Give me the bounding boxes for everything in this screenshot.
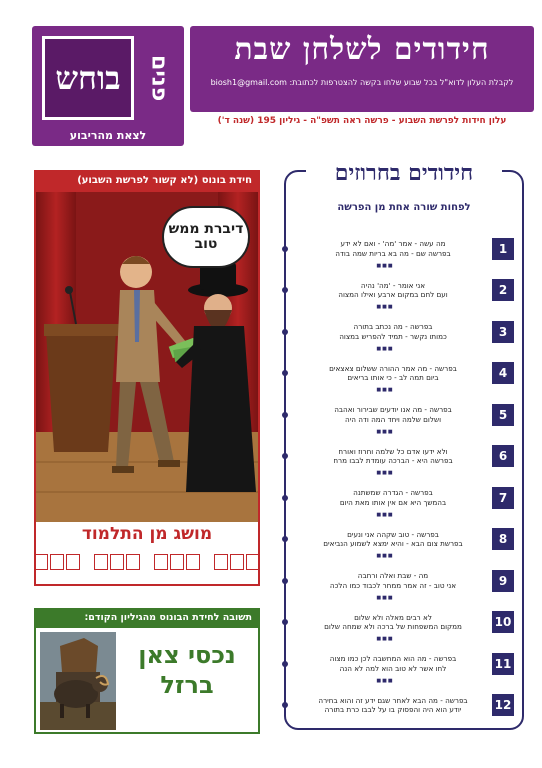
separator-dots: ■■■ <box>376 553 394 559</box>
riddle-number: 1 <box>492 238 514 260</box>
riddle-line-2: ושלום שלמה ויחד המה ודה היה <box>344 414 442 424</box>
riddle-number: 6 <box>492 445 514 467</box>
blank-word <box>94 554 140 570</box>
bullet-icon <box>282 412 288 418</box>
riddle-item <box>286 602 522 644</box>
riddle-item <box>286 394 522 436</box>
masthead-banner <box>190 26 534 112</box>
riddle-number: 2 <box>492 279 514 301</box>
riddle-number: 3 <box>492 321 514 343</box>
riddle-item <box>286 477 522 519</box>
riddle-number: 11 <box>492 653 514 675</box>
riddle-line-2: בפרשה שם - מה בא בריות שמה בודה <box>335 248 451 258</box>
riddle-list <box>286 228 522 726</box>
concept-label: מושג מן התלמוד <box>81 524 213 544</box>
riddle-text <box>286 239 492 258</box>
riddle-line-1: לא רבים מאלה ולא שלום <box>354 612 432 622</box>
blank-word <box>214 554 260 570</box>
riddle-line-2: ביום תמה לב - כי אותו בריאים <box>347 373 439 383</box>
podium <box>46 332 116 452</box>
previous-answer-panel <box>34 608 260 734</box>
riddles-title: חידודים בחרוזים <box>306 160 502 186</box>
blank-letter-box[interactable] <box>126 554 140 570</box>
blank-letter-box[interactable] <box>246 554 260 570</box>
riddle-line-1: בפרשה - הגדרה שמשתנה <box>353 488 433 498</box>
separator-dots: ■■■ <box>376 636 394 642</box>
riddle-line-1: אני אומר - 'מה' נהיה <box>360 280 426 290</box>
logo <box>32 26 184 146</box>
bullet-icon <box>282 661 288 667</box>
logo-caption: לצאת מהריבוע <box>69 129 147 142</box>
riddle-line-1: ולא ידעו אדם כל שלמה וחרוז ואורח <box>338 446 448 456</box>
riddle-item <box>286 228 522 270</box>
bonus-riddle-panel <box>34 170 260 586</box>
riddle-text <box>286 405 492 424</box>
blank-letter-box[interactable] <box>110 554 124 570</box>
microphone-icon <box>65 286 73 294</box>
riddle-item <box>286 311 522 353</box>
separator-dots: ■■■ <box>376 511 394 518</box>
riddle-item <box>286 685 522 727</box>
riddle-line-1: בפרשה - מה נכתב בתורה <box>353 322 433 332</box>
riddle-text <box>286 322 492 341</box>
logo-emblem <box>42 36 134 120</box>
riddle-line-1: בפרשה - מה אנו יודעים שבירור ואהבה <box>334 405 452 415</box>
bonus-riddle-title: חידת בונוס (לא קשור לפרשת השבוע) <box>36 172 258 192</box>
riddle-text <box>286 281 492 300</box>
riddle-text <box>286 613 492 632</box>
answer-blanks <box>44 554 250 570</box>
separator-dots: ■■■ <box>376 428 394 435</box>
riddle-text <box>286 447 492 466</box>
riddle-line-2: בפרשת צום הבא - והיא ימצא לשמוע הנביאים <box>323 539 463 549</box>
cartoon-illustration <box>36 192 258 522</box>
speech-bubble: דיברת ממש טוב <box>162 206 250 268</box>
riddle-line-1: בפרשה - טוב שקהה אני ונעים <box>347 529 439 539</box>
riddle-number: 5 <box>492 404 514 426</box>
riddle-item <box>286 270 522 312</box>
riddle-line-2: לחו אשר לא טוב הוא למה לא הנה <box>339 663 447 673</box>
riddle-number: 8 <box>492 528 514 550</box>
bullet-icon <box>282 578 288 584</box>
bullet-icon <box>282 287 288 293</box>
bullet-icon <box>282 370 288 376</box>
logo-main-text: בוחש <box>55 59 121 97</box>
riddle-line-2: בפרשה היא - הברכה עומדת לבבו מרח <box>333 456 453 466</box>
riddle-line-2: בהמשך היא אם אין אותו מאת היום <box>339 497 447 507</box>
riddle-item <box>286 643 522 685</box>
riddle-line-1: בפרשה - מה הוא המחשבה לכן כמו מצוה <box>329 654 457 664</box>
blank-word <box>154 554 200 570</box>
riddle-line-2: ועם לחם במקום ארבע ואילו המצוה <box>338 290 448 300</box>
issue-info: עלון חידות לפרשת השבוע - פרשה ראה תשפ"ה - גיליון 195 (שנה ד') <box>217 116 507 126</box>
blank-letter-box[interactable] <box>66 554 80 570</box>
sheep-iron-drawing <box>40 632 116 730</box>
blank-letter-box[interactable] <box>186 554 200 570</box>
bullet-icon <box>282 495 288 501</box>
bullet-icon <box>282 329 288 335</box>
blank-letter-box[interactable] <box>50 554 64 570</box>
riddle-line-1: בפרשה - מה הבא לאחר שגם ידע זה והוא בחירה <box>318 695 468 705</box>
previous-answer-text <box>120 640 254 700</box>
previous-answer-title: תשובה לחידת הבונוס מהגיליון הקודם: <box>36 610 258 628</box>
blank-letter-box[interactable] <box>170 554 184 570</box>
bullet-icon <box>282 619 288 625</box>
riddle-line-1: מה - שבת ואלה ורחבה <box>357 571 429 581</box>
riddle-line-1: בפרשה - מה אמר ההורה ששלום צאצאים <box>329 363 457 373</box>
masthead-title: חידודים לשלחן שבת <box>234 32 490 67</box>
riddle-line-1: מה עשה - אמר 'מה' - ואם לא ידע <box>340 239 446 249</box>
riddle-line-2: ממקום המשפחות של ברכה ולא שמחה שלום <box>324 622 462 632</box>
riddle-text <box>286 654 492 673</box>
riddle-item <box>286 436 522 478</box>
riddle-item <box>286 353 522 395</box>
separator-dots: ■■■ <box>376 594 394 601</box>
rhyming-riddles-panel <box>284 160 524 730</box>
separator-dots: ■■■ <box>376 345 394 352</box>
riddle-line-2: כמותו נקשר - תמיד להפריש במצוה <box>339 331 447 341</box>
blank-letter-box[interactable] <box>34 554 48 570</box>
riddle-text <box>286 364 492 383</box>
blank-letter-box[interactable] <box>214 554 228 570</box>
separator-dots: ■■■ <box>376 677 394 684</box>
riddle-text <box>286 696 492 715</box>
riddle-number: 12 <box>492 694 514 716</box>
separator-dots: ■■■ <box>376 387 394 393</box>
blank-word <box>34 554 80 570</box>
riddle-line-2: יודע הוא היה והפסוק בו על לבבו כרת בתורה <box>324 705 462 715</box>
riddle-item <box>286 560 522 602</box>
riddle-text <box>286 488 492 507</box>
bullet-icon <box>282 702 288 708</box>
bullet-icon <box>282 536 288 542</box>
riddle-number: 10 <box>492 611 514 633</box>
answer-illustration <box>40 632 116 730</box>
blank-letter-box[interactable] <box>154 554 168 570</box>
riddle-item <box>286 519 522 561</box>
riddle-line-2: אני טוב - זה אמר ממחר לכבוד כמו הלכה <box>329 580 457 590</box>
riddle-number: 7 <box>492 487 514 509</box>
logo-side-text: פנים <box>146 54 172 102</box>
answer-line-1: נכסי צאן <box>138 641 236 669</box>
riddle-number: 4 <box>492 362 514 384</box>
separator-dots: ■■■ <box>376 304 394 310</box>
riddle-number: 9 <box>492 570 514 592</box>
blank-letter-box[interactable] <box>230 554 244 570</box>
separator-dots: ■■■ <box>376 262 394 269</box>
blank-letter-box[interactable] <box>94 554 108 570</box>
ram-body <box>54 680 98 708</box>
riddle-text <box>286 571 492 590</box>
bullet-icon <box>282 453 288 459</box>
separator-dots: ■■■ <box>376 470 394 476</box>
subscription-tagline: לקבלת העלון לדוא"ל בכל שבוע שלחו בקשה להצטרפות לכתובת: biosh1@gmail.com <box>210 78 514 87</box>
bullet-icon <box>282 246 288 252</box>
riddles-subtitle: לפחות שורה אחת מן הפרשה <box>337 202 471 213</box>
answer-line-2: ברזל <box>160 671 214 699</box>
riddle-text <box>286 530 492 549</box>
